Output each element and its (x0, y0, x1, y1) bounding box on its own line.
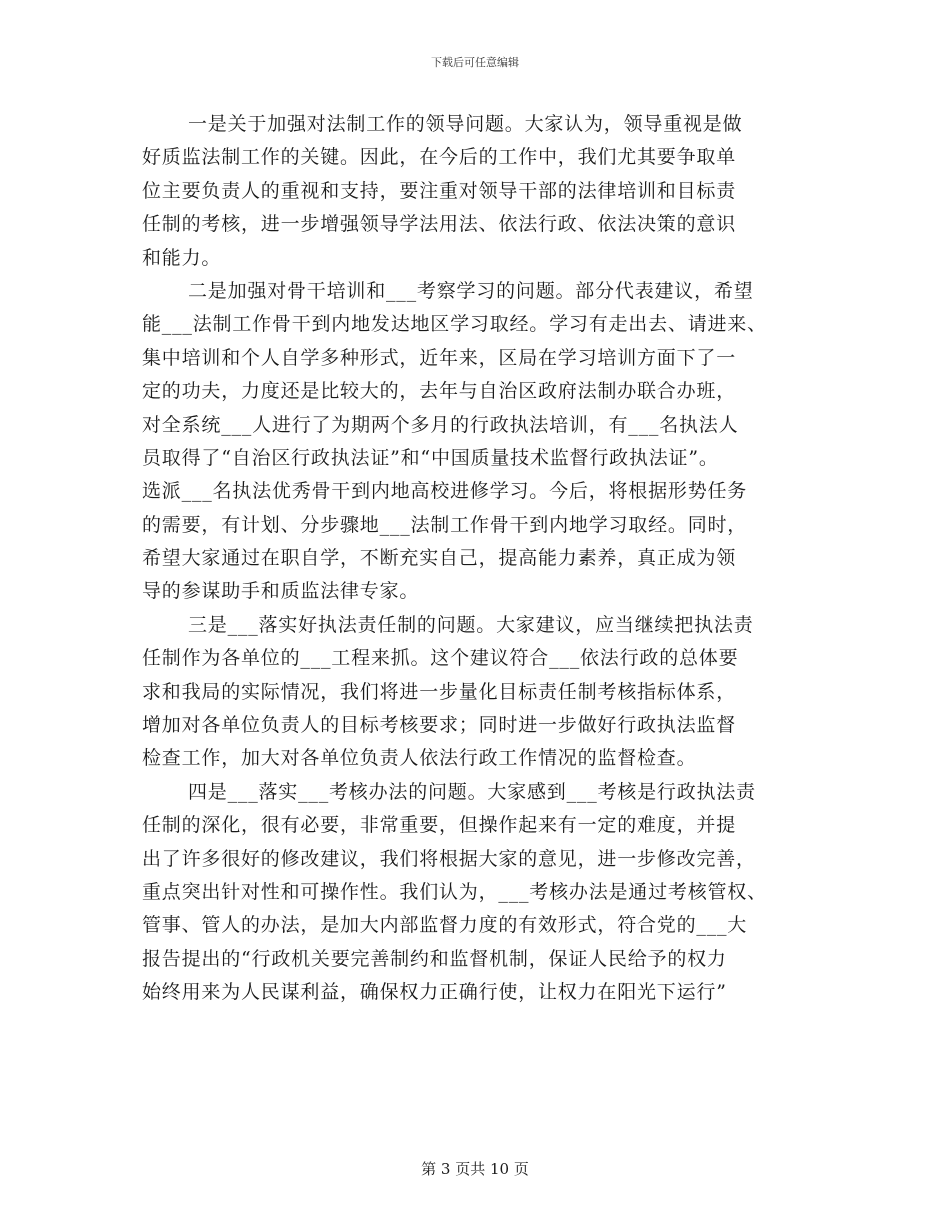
text-line: 定的功夫，力度还是比较大的，去年与自治区政府法制办联合办班， (142, 380, 737, 403)
text-line: 出了许多很好的修改建议，我们将根据大家的意见，进一步修改完善， (142, 847, 756, 870)
page-number: 第 3 页共 10 页 (421, 1160, 529, 1178)
paragraph-3 (142, 609, 822, 776)
document-body (142, 108, 822, 1010)
text-line: 集中培训和个人自学多种形式，近年来，区局在学习培训方面下了一 (142, 346, 737, 369)
text-line: 始终用来为人民谋利益，确保权力正确行使，让权力在阳光下运行” (142, 981, 727, 1004)
text-line: 三是___落实好执法责任制的问题。大家建议，应当继续把执法责 (188, 613, 754, 636)
text-line: 一是关于加强对法制工作的领导问题。大家认为，领导重视是做 (188, 113, 743, 135)
text-line: 任制的考核，进一步增强领导学法用法、依法行政、依法决策的意识 (142, 213, 737, 236)
text-line: 位主要负责人的重视和支持，要注重对领导干部的法律培训和目标责 (142, 179, 737, 202)
text-line: 检查工作，加大对各单位负责人依法行政工作情况的监督检查。 (142, 747, 697, 770)
text-line: 的需要，有计划、分步骤地___法制工作骨干到内地学习取经。同时， (142, 513, 748, 536)
text-line: 报告提出的“行政机关要完善制约和监督机制，保证人民给予的权力 (142, 947, 727, 970)
text-line: 重点突出针对性和可操作性。我们认为，___考核办法是通过考核管权、 (142, 880, 767, 903)
text-line: 导的参谋助手和质监法律专家。 (142, 580, 420, 603)
text-line: 管事、管人的办法，是加大内部监督力度的有效形式，符合党的___大 (142, 914, 748, 937)
text-line: 任制作为各单位的___工程来抓。这个建议符合___依法行政的总体要 (142, 647, 739, 670)
page-header: 下载后可任意编辑 (431, 56, 519, 69)
text-line: 员取得了“自治区行政执法证”和“中国质量技术监督行政执法证”。 (142, 446, 719, 469)
text-line: 对全系统___人进行了为期两个多月的行政执法培训，有___名执法人 (142, 413, 739, 436)
paragraph-4 (142, 776, 822, 1010)
text-line: 能___法制工作骨干到内地发达地区学习取经。学习有走出去、请进来、 (142, 313, 767, 336)
text-line: 增加对各单位负责人的目标考核要求；同时进一步做好行政执法监督 (142, 714, 737, 737)
paragraph-1 (142, 108, 822, 275)
text-line: 选派___名执法优秀骨干到内地高校进修学习。今后，将根据形势任务 (142, 480, 748, 503)
text-line: 好质监法制工作的关键。因此，在今后的工作中，我们尤其要争取单 (142, 146, 737, 169)
text-line: 二是加强对骨干培训和___考察学习的问题。部分代表建议，希望 (188, 279, 754, 302)
paragraph-2 (142, 275, 822, 609)
text-line: 任制的深化，很有必要，非常重要，但操作起来有一定的难度，并提 (142, 814, 737, 837)
text-line: 求和我局的实际情况，我们将进一步量化目标责任制考核指标体系， (142, 680, 737, 703)
text-line: 四是___落实___考核办法的问题。大家感到___考核是行政执法责 (188, 780, 756, 803)
text-line: 和能力。 (142, 246, 222, 269)
text-line: 希望大家通过在职自学，不断充实自己，提高能力素养，真正成为领 (142, 547, 737, 570)
